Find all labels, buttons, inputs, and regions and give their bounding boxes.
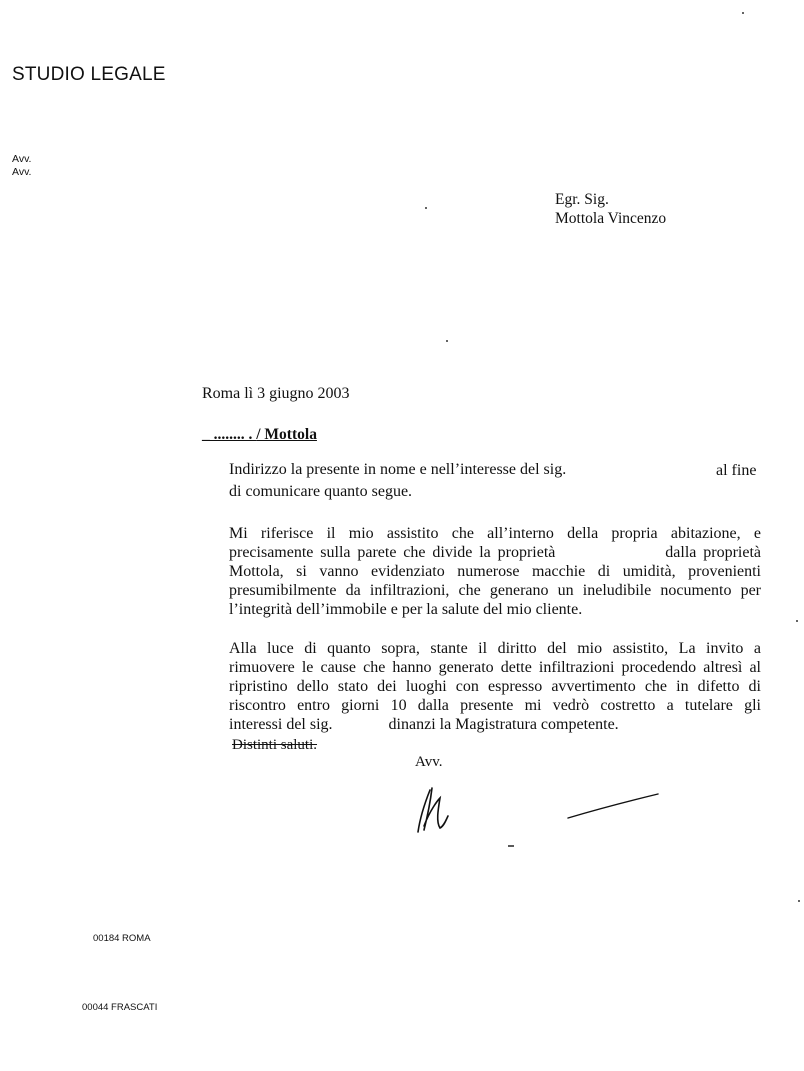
- handwritten-signature: [410, 770, 670, 850]
- scan-speck: [425, 207, 427, 209]
- paragraph-2-line: Mottola, si vanno evidenziato numerose macchie di umidità, provenienti: [229, 563, 761, 580]
- closing-text: Distinti saluti.: [232, 737, 318, 753]
- signature-title: Avv.: [415, 754, 443, 770]
- closing-salutation: [232, 737, 317, 754]
- paragraph-2-line: l’integrità dell’immobile e per la salute del mio cliente.: [229, 601, 583, 618]
- recipient-block: [555, 190, 666, 228]
- footer-office-2: 00044 FRASCATI: [82, 1002, 158, 1013]
- paragraph-3-line: interessi del sig. dinanzi la Magistratura competente.: [229, 716, 619, 733]
- scan-speck: [796, 620, 798, 622]
- paragraph-1-line-2: di comunicare quanto segue.: [229, 483, 413, 500]
- paragraph-2-line: Mi riferisce il mio assistito che all’interno della propria abitazione, e: [229, 525, 761, 542]
- footer-office-1: 00184 ROMA: [93, 933, 151, 944]
- lawyer-title-1: Avv.: [12, 153, 32, 165]
- scan-speck: [798, 900, 800, 902]
- paragraph-2-line: precisamente sulla parete che divide la proprietà dalla proprietà: [229, 544, 761, 561]
- paragraph-3: [229, 639, 761, 734]
- firm-name: STUDIO LEGALE: [12, 64, 166, 85]
- recipient-salutation: Egr. Sig.: [555, 191, 609, 208]
- paragraph-3-line: ripristino dello stato dei luoghi con espresso avvertimento che in difetto di: [229, 678, 761, 695]
- subject-redacted: _ ........ .: [202, 426, 257, 443]
- paragraph-1-line-1: Indirizzo la presente in nome e nell’interesse del sig.: [229, 461, 567, 478]
- subject-line: [202, 426, 317, 444]
- paragraph-3-line: riscontro entro giorni 10 dalla presente mi vedrò costretto a tutelare gli: [229, 697, 761, 714]
- paragraph-2: [229, 524, 761, 619]
- paragraph-2-line: presumibilmente da infiltrazioni, che generano un ineludibile nocumento per: [229, 582, 761, 599]
- scan-speck: [742, 12, 744, 14]
- paragraph-1-line-1-end: al fine: [716, 462, 757, 479]
- subject-text: / Mottola: [256, 426, 317, 443]
- scan-speck: [446, 340, 448, 342]
- recipient-name: Mottola Vincenzo: [555, 210, 667, 227]
- date-line: Roma lì 3 giugno 2003: [202, 385, 350, 402]
- paragraph-3-line: Alla luce di quanto sopra, stante il diritto del mio assistito, La invito a: [229, 640, 761, 657]
- paragraph-3-line: rimuovere le cause che hanno generato dette infiltrazioni procedendo altresì al: [229, 659, 761, 676]
- lawyer-title-2: Avv.: [12, 166, 32, 178]
